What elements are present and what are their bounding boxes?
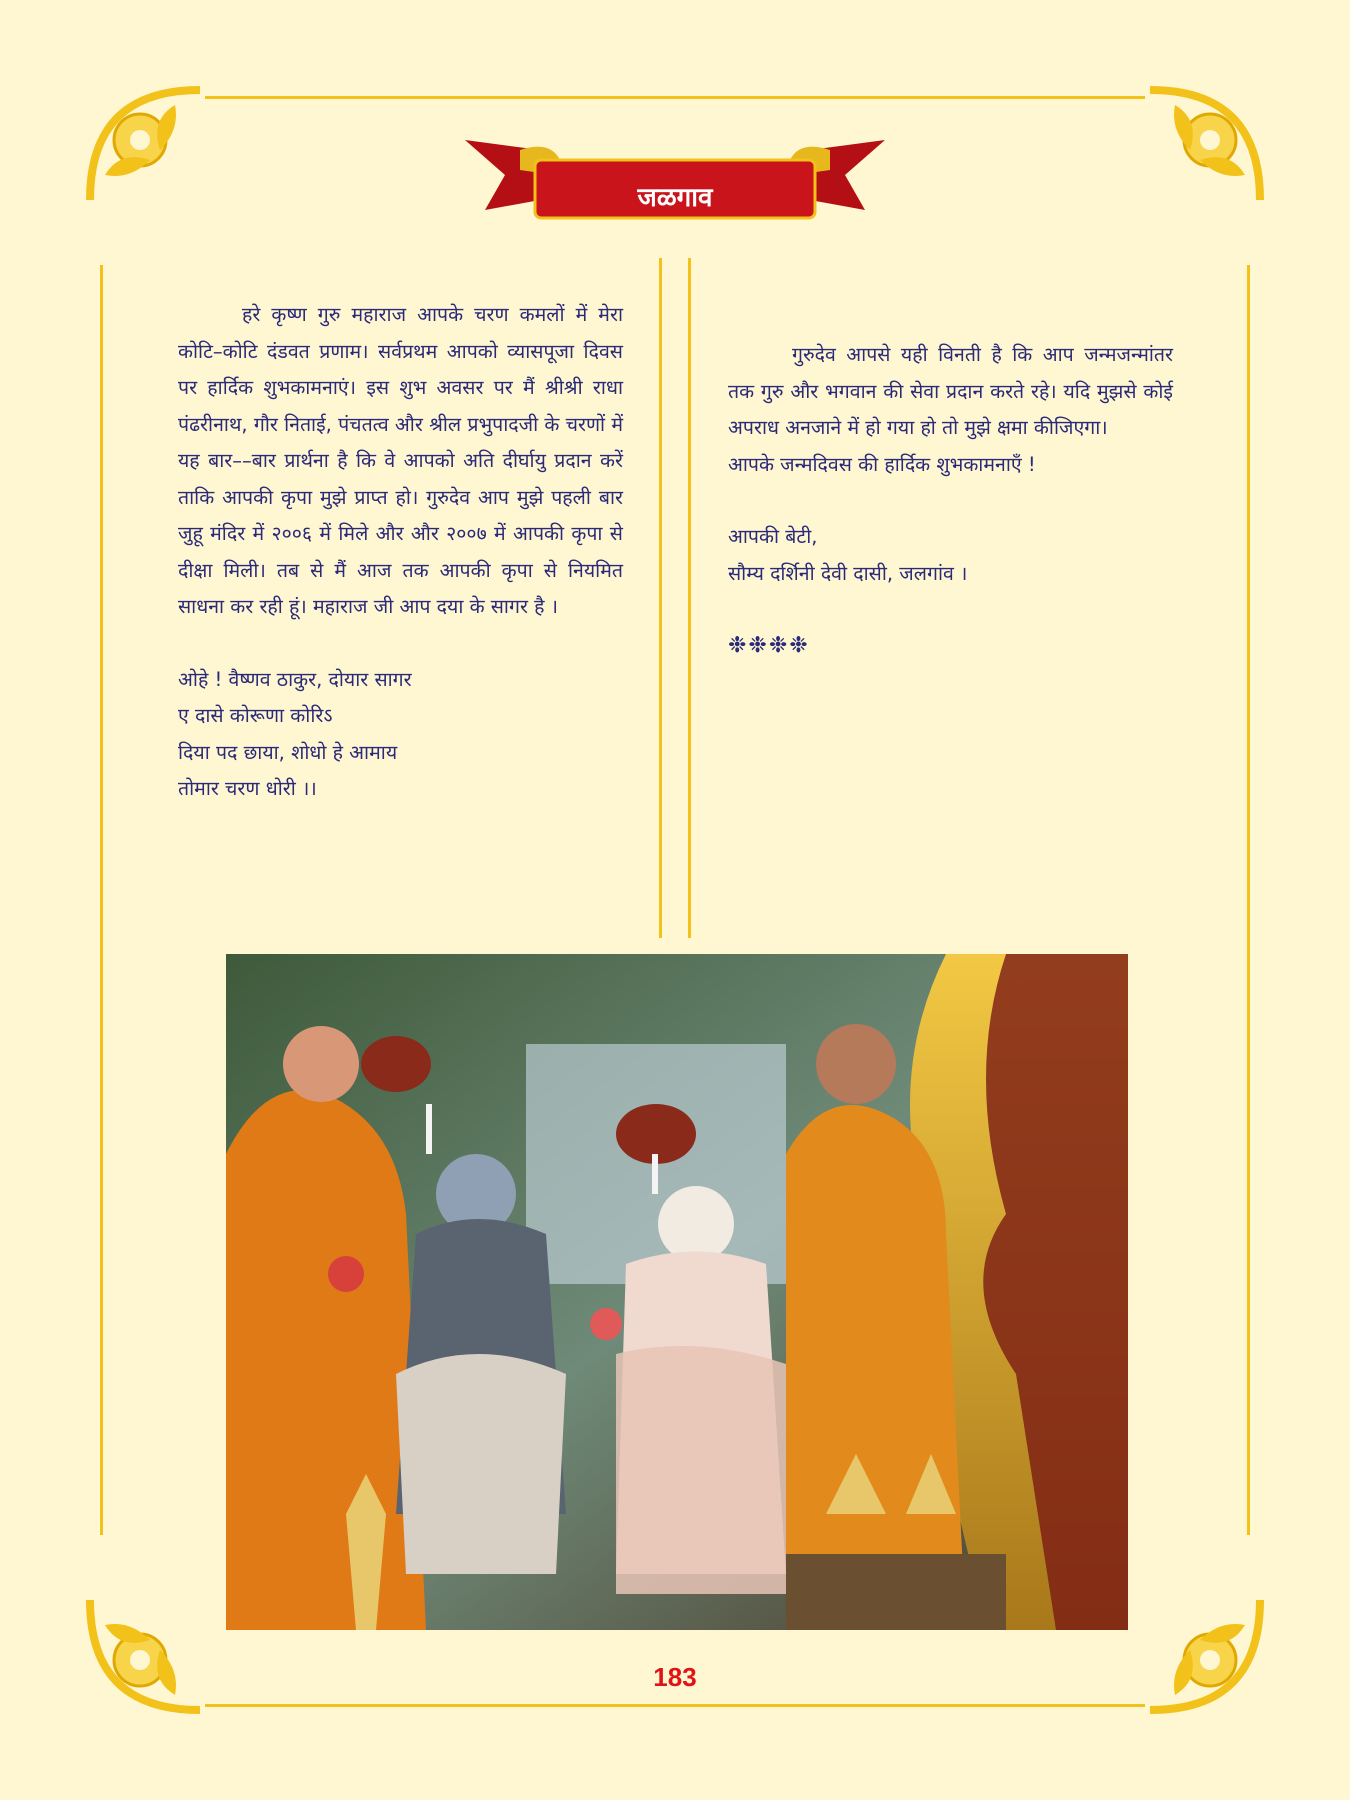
verse-line: दिया पद छाया, शोधो हे आमाय — [178, 740, 398, 764]
stars-separator: ❉❉❉❉ — [728, 633, 810, 658]
page-number: 183 — [653, 1662, 697, 1692]
corner-ornament-top-left — [80, 80, 210, 210]
verse-line: तोमार चरण धोरी ।। — [178, 777, 317, 800]
verse-line: ओहे ! वैष्णव ठाकुर, दोयार सागर — [178, 667, 412, 691]
right-column — [728, 337, 1173, 665]
verse-line: ए दासे कोरूणा कोरिऽ — [178, 704, 333, 727]
column-divider-right — [688, 258, 691, 938]
closing-salutation: आपकी बेटी, — [728, 525, 818, 548]
letter-paragraph: हरे कृष्ण गुरु महाराज आपके चरण कमलों में मेरा कोटि–कोटि दंडवत प्रणाम। सर्वप्रथम आपको व्यासपूजा दिवस पर हार्दिक शुभकामनाएं। इस शुभ अवसर पर मैं श्रीश्री राधा पंढरीनाथ, गौर निताई, पंचतत्व और श्रील प्रभुपादजी के चरणों में यह बार––बार प्रार्थना है कि वे आपको अति दीर्घायु प्रदान करें ताकि आपकी कृपा मुझे प्राप्त हो। गुरुदेव आप मुझे पहली बार जुहू मंदिर में २००६ में मिले और और २००७ में आपकी कृपा से दीक्षा मिली। तब से मैं आज तक आपकी कृपा से नियमित साधना कर रही हूं। महाराज जी आप दया के सागर है । — [178, 303, 623, 618]
corner-ornament-top-right — [1140, 80, 1270, 210]
birthday-wishes: आपके जन्मदिवस की हार्दिक शुभकामनाएँ ! — [728, 452, 1036, 476]
corner-ornament-bottom-right — [1140, 1590, 1270, 1720]
corner-ornament-bottom-left — [80, 1590, 210, 1720]
photo-image — [226, 954, 1128, 1630]
request-paragraph: गुरुदेव आपसे यही विनती है कि आप जन्मजन्मांतर तक गुरु और भगवान की सेवा प्रदान करते रहे। यदि मुझसे कोई अपराध अनजाने में हो गया हो तो मुझे क्षमा कीजिएगा। — [728, 343, 1173, 439]
header-ribbon — [460, 120, 890, 230]
column-divider-left — [659, 258, 662, 938]
frame-top-line — [205, 96, 1145, 99]
abhishek-ceremony-photo — [226, 954, 1128, 1630]
frame-bottom-line — [205, 1704, 1145, 1707]
page-title: जळगाव — [637, 183, 713, 213]
signature: सौम्य दर्शिनी देवी दासी, जलगांव । — [728, 561, 968, 585]
frame-left-line — [100, 265, 103, 1535]
frame-right-line — [1247, 265, 1250, 1535]
left-column — [178, 297, 623, 808]
